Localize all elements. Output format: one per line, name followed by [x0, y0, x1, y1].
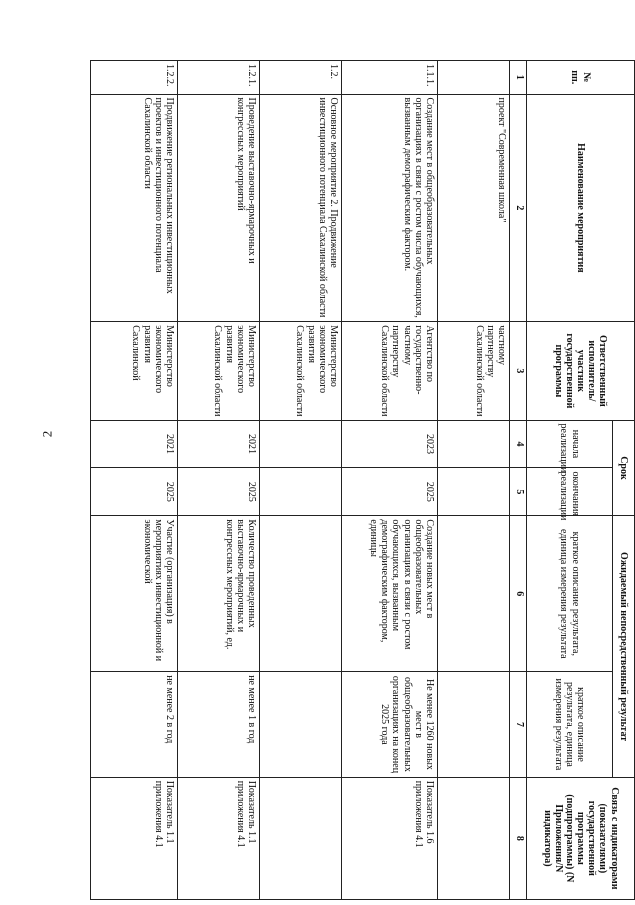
row-responsible: Министерство экономического развития Сахалинской области [260, 322, 342, 420]
table-row [260, 61, 342, 900]
row-num: 1.2.2. [91, 61, 178, 95]
row-desc-2: Не менее 1260 новых мест в общеобразовательных организациях на конец 2025 года [342, 672, 438, 777]
row-start [260, 420, 342, 468]
row-link: Показатель 1.6 приложения 4.1 [342, 777, 438, 899]
row-responsible: частному партнерству Сахалинской области [438, 322, 510, 420]
header-link: Связь с индикаторами (показателями) государственной программы (подпрограммы) (N Приложения/N индикатора) [527, 777, 635, 899]
row-end [438, 468, 510, 516]
row-end: 2025 [342, 468, 438, 516]
table-row [342, 61, 438, 900]
row-link: Показатель 1.1 приложения 4.1 [178, 777, 260, 899]
col-number: 3 [510, 322, 527, 420]
row-name: проект "Современная школа" [438, 94, 510, 322]
row-responsible: Министерство экономического развития Сахалинской области [178, 322, 260, 420]
header-responsible: Ответственный исполнитель/участник государственной программы [527, 322, 635, 420]
col-number: 8 [510, 777, 527, 899]
table-row [91, 61, 178, 900]
col-number: 5 [510, 468, 527, 516]
page-number: 2 [39, 430, 55, 438]
col-number: 7 [510, 672, 527, 777]
row-desc-2: не менее 1 в год [178, 672, 260, 777]
row-link [260, 777, 342, 899]
header-short-desc-2: краткое описание результата, единица измерения результата [527, 672, 613, 777]
row-responsible: Агентство по государственно-частному партнерству Сахалинской области [342, 322, 438, 420]
row-end: 2025 [91, 468, 178, 516]
header-short-desc: краткое описание результата, единица измерения результата [527, 516, 613, 672]
header-num: № пп. [527, 61, 635, 95]
row-name: Основное мероприятие 2. Продвижение инвестиционного потенциала Сахалинской области [260, 94, 342, 322]
row-num: 1.1.1. [342, 61, 438, 95]
row-desc: Количество проведенных выставочно-ярмарочных и конгрессных мероприятий, ед. [178, 516, 260, 672]
row-num: 1.2. [260, 61, 342, 95]
header-term: Срок [613, 420, 635, 516]
row-desc-2 [260, 672, 342, 777]
row-name: Проведение выставочно-ярмарочных и конгрессных мероприятий [178, 94, 260, 322]
row-desc [260, 516, 342, 672]
row-num: 1.2.1. [178, 61, 260, 95]
header-expected: Ожидаемый непосредственный результат [613, 516, 635, 777]
row-end: 2025 [178, 468, 260, 516]
row-start [438, 420, 510, 468]
row-name: Создание мест в общеобразовательных организациях в связи с ростом числа обучающихся, вызванным демографическим фактором. [342, 94, 438, 322]
row-desc: Создание новых мест в общеобразовательных организациях в связи с ростом обучающихся, вызванным демографическим фактором, единицы [342, 516, 438, 672]
row-link [438, 777, 510, 899]
table-row [438, 61, 510, 900]
row-desc: Участие (организация) в мероприятиях инвестиционной и экономической [91, 516, 178, 672]
row-desc-2 [438, 672, 510, 777]
header-name: Наименование мероприятия [527, 94, 635, 322]
row-responsible: Министерство экономического развития Сахалинской [91, 322, 178, 420]
row-desc [438, 516, 510, 672]
row-start: 2021 [178, 420, 260, 468]
rotated-page [90, 60, 635, 900]
header-start: начала реализации [527, 420, 613, 468]
col-number: 1 [510, 61, 527, 95]
col-number: 4 [510, 420, 527, 468]
row-num [438, 61, 510, 95]
row-desc-2: не менее 2 в год [91, 672, 178, 777]
row-name: Продвижение региональных инвестиционных проектов и инвестиционного потенциала Сахалинской области [91, 94, 178, 322]
row-link: Показатель 1.1 приложения 4.1 [91, 777, 178, 899]
col-number: 2 [510, 94, 527, 322]
row-end [260, 468, 342, 516]
measures-table [90, 60, 635, 900]
col-number: 6 [510, 516, 527, 672]
table-row [178, 61, 260, 900]
row-start: 2023 [342, 420, 438, 468]
header-end: окончания реализации [527, 468, 613, 516]
row-start: 2021 [91, 420, 178, 468]
